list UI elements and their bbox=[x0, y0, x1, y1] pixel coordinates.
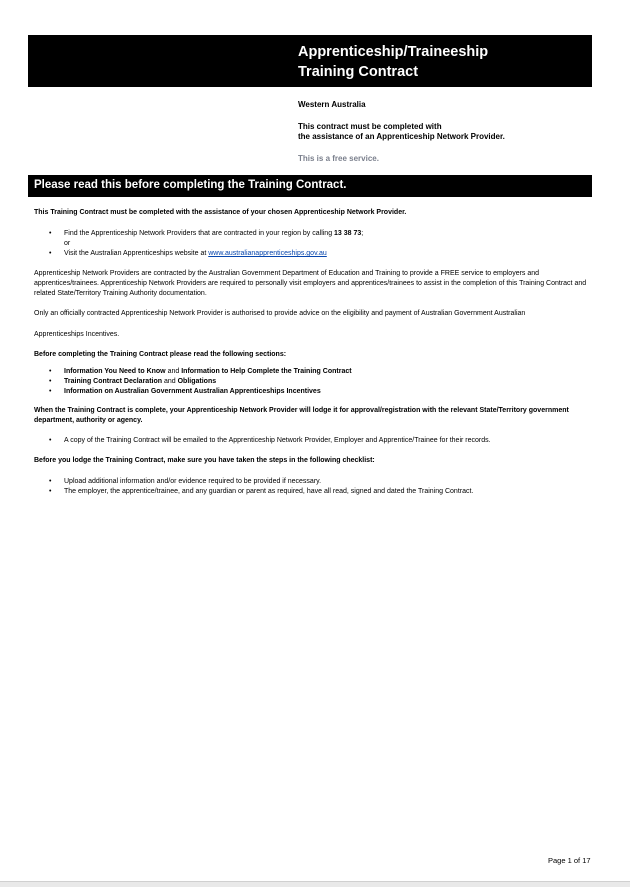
section-name: Information to Help Complete the Training Contract bbox=[181, 368, 352, 375]
website-list bbox=[34, 249, 594, 259]
list-item bbox=[34, 377, 594, 387]
checklist bbox=[34, 477, 594, 497]
list-item bbox=[34, 249, 594, 259]
region-label: Western Australia bbox=[298, 100, 366, 109]
intro-text: This Training Contract must be completed with the assistance of your chosen Apprenticeship Network Provider. bbox=[34, 209, 407, 216]
provider-paragraph: Apprenticeship Network Providers are contracted by the Australian Government Department of Education and Training to provide a FREE service to employers and apprentices/trainees. Apprenticeship Network Providers are required to personally visit employers and apprentices/trainees to assist in the completion of this Training Contract and related State/Territory Training Authority documentation. bbox=[34, 270, 587, 297]
advice-paragraph: Only an officially contracted Apprenticeship Network Provider is authorised to provide advice on the eligibility and payment of Australian Government Australian bbox=[34, 310, 526, 317]
section-name: Training Contract Declaration bbox=[64, 378, 163, 385]
list-item bbox=[34, 387, 594, 397]
sections-list bbox=[34, 367, 594, 397]
assistance-line-1: This contract must be completed with bbox=[298, 122, 442, 131]
or-text: or bbox=[64, 240, 71, 247]
section-name: Information on Australian Government Australian Apprenticeships Incentives bbox=[64, 388, 321, 395]
list-item bbox=[34, 229, 594, 239]
list-item: • The employer, the apprentice/trainee, and any guardian or parent as required, have all read, signed and dated the Training Contract. bbox=[34, 487, 594, 497]
page-number: Page 1 of 17 bbox=[548, 856, 591, 865]
and-text: and bbox=[162, 378, 178, 385]
instructions-body bbox=[34, 208, 594, 497]
advice-paragraph-continued: Apprenticeships Incentives. bbox=[34, 331, 120, 338]
notice-banner bbox=[28, 175, 592, 197]
title-banner bbox=[28, 35, 592, 87]
provider-list bbox=[34, 229, 594, 239]
section-name: Information You Need to Know bbox=[64, 368, 166, 375]
contract-info bbox=[298, 100, 505, 164]
list-item: • A copy of the Training Contract will be emailed to the Apprenticeship Network Provider, Employer and Apprentice/Trainee for their records. bbox=[34, 436, 594, 446]
assistance-line-2: the assistance of an Apprenticeship Network Provider. bbox=[298, 132, 505, 141]
list-item: • Upload additional information and/or evidence required to be provided if necessary. bbox=[34, 477, 594, 487]
checklist-heading: Before you lodge the Training Contract, make sure you have taken the steps in the following checklist: bbox=[34, 457, 375, 464]
list-item bbox=[34, 367, 594, 377]
assistance-notice bbox=[298, 122, 505, 142]
title-line-2: Training Contract bbox=[298, 64, 419, 80]
website-link[interactable]: www.australianapprenticeships.gov.au bbox=[208, 250, 327, 257]
notice-heading: Please read this before completing the Training Contract. bbox=[34, 179, 347, 191]
find-text: Find the Apprenticeship Network Providers that are contracted in your region by calling bbox=[64, 230, 335, 237]
find-end: ; bbox=[361, 230, 364, 237]
visit-text: Visit the Australian Apprenticeships website at bbox=[64, 250, 209, 257]
phone-number: 13 38 73 bbox=[334, 230, 362, 237]
section-name: Obligations bbox=[177, 378, 217, 385]
document-title bbox=[298, 42, 488, 82]
copy-list bbox=[34, 436, 594, 446]
free-service-note: This is a free service. bbox=[298, 154, 379, 163]
title-line-1: Apprenticeship/Traineeship bbox=[298, 44, 489, 60]
and-text: and bbox=[165, 368, 182, 375]
page-bottom-edge bbox=[0, 881, 630, 887]
when-heading: When the Training Contract is complete, your Apprenticeship Network Provider will lodge it for approval/registration with the relevant State/Territory government department, authority or agency. bbox=[34, 407, 569, 424]
before-heading: Before completing the Training Contract please read the following sections: bbox=[34, 351, 287, 358]
